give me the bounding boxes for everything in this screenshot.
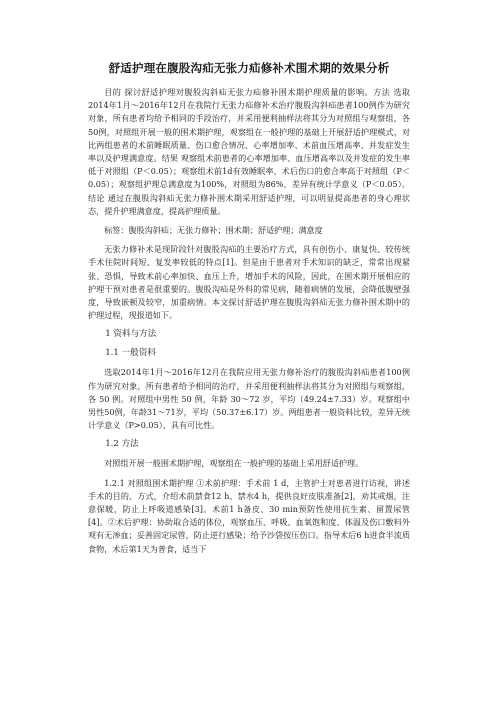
subsection-heading-1-2: 1.2 方法 bbox=[105, 439, 139, 450]
keywords-line: 标签：腹股沟斜疝；无张力修补；围术期；舒适护理；满意度 bbox=[104, 225, 323, 236]
section-heading-1: 1 资料与方法 bbox=[105, 329, 157, 340]
intro-paragraph: 无张力修补术是现阶段针对腹股沟疝的主要治疗方式，具有创伤小、康复快、较传统手术住院时间短、复发率较低的特点[1]。但是由于患者对手术知识的缺乏，常常出现紧张、恐惧，导致术前心率加快、血压上升，增加手术的风险，因此，在围术期开展相应的护理干预对患者是很重要的。腹股沟疝是外科的常见病，随着病情的发展，会降低腹壁强度，导致嵌顿及较窄，加重病情。本文探讨舒适护理在腹股沟斜疝无张力修补围术期中的护理过程，现报道如下。 bbox=[88, 244, 410, 321]
subsection-heading-1-1: 1.1 一般资料 bbox=[105, 348, 156, 359]
general-data-paragraph: 选取2014年1月～2016年12月在我院应用无张力修补治疗的腹股沟斜疝患者100例作为研究对象，所有患者给予相同的治疗，并采用便利抽样法将其分为对照组与观察组，各 50 例。对照组中男性 50 例，年龄 30～72 岁，平均（49.24±7.33）岁。观察组中男性50例，年龄31～71岁，平均（50.37±6.17）岁。两组患者一般资料比较，差异无统计学意义（P>0.05），具有可比性。 bbox=[88, 367, 410, 431]
method-paragraph: 对照组开展一般围术期护理，观察组在一般护理的基础上采用舒适护理。 bbox=[104, 458, 364, 469]
paper-page bbox=[88, 60, 410, 556]
paper-title: 舒适护理在腹股沟疝无张力疝修补术围术期的效果分析 bbox=[108, 61, 390, 75]
method-detail-paragraph: 1.2.1 对照组围术期护理 ①术前护理：手术前 1 d，主管护士对患者进行访视，讲述手术的目的、方式，介绍术前禁食12 h、禁水4 h，提供良好皮肤准备[2]，劝其戒烟，注意保暖，防止上呼吸道感染[3]。术前1 h备皮、30 min预防性使用抗生素、留置尿管[4]。②术后护理：协助取合适的体位，观察血压、呼吸、血氧饱和度、体温及伤口敷料外观有无渗血；妥善固定尿管，防止逆行感染；给予沙袋按压伤口。指导术后6 h进食半流质食物，术后第1天为普食，适当下 bbox=[88, 477, 410, 554]
abstract-paragraph: 目的 探讨舒适护理对腹股沟斜疝无张力疝修补围术期护理质量的影响。方法 选取2014年1月～2016年12月在我院行无张力疝修补术治疗腹股沟斜疝患者100例作为研究对象，所有患者均给予相同的手段治疗，并采用便利抽样法将其分为对照组与观察组，各50例，对照组开展一般的围术期护理，观察组在一般护理的基础上开展舒适护理模式，对比两组患者的术前睡眠质量、伤口愈合情况、心率增加率、术前血压增高率、并发症发生率以及护理满意度。结果 观察组术前患者的心率增加率、血压增高率以及并发症的发生率低于对照组（P＜0.05）；观察组术前1d有效睡眠率、术后伤口的愈合率高于对照组（P＜0.05）；观察组护理总满意度为100%，对照组为86%，差异有统计学意义（P＜0.05）。结论 通过在腹股沟斜疝无张力修补围术期采用舒适护理，可以明显提高患者的身心理状态，提升护理满意度，提高护理质量。 bbox=[88, 87, 410, 216]
